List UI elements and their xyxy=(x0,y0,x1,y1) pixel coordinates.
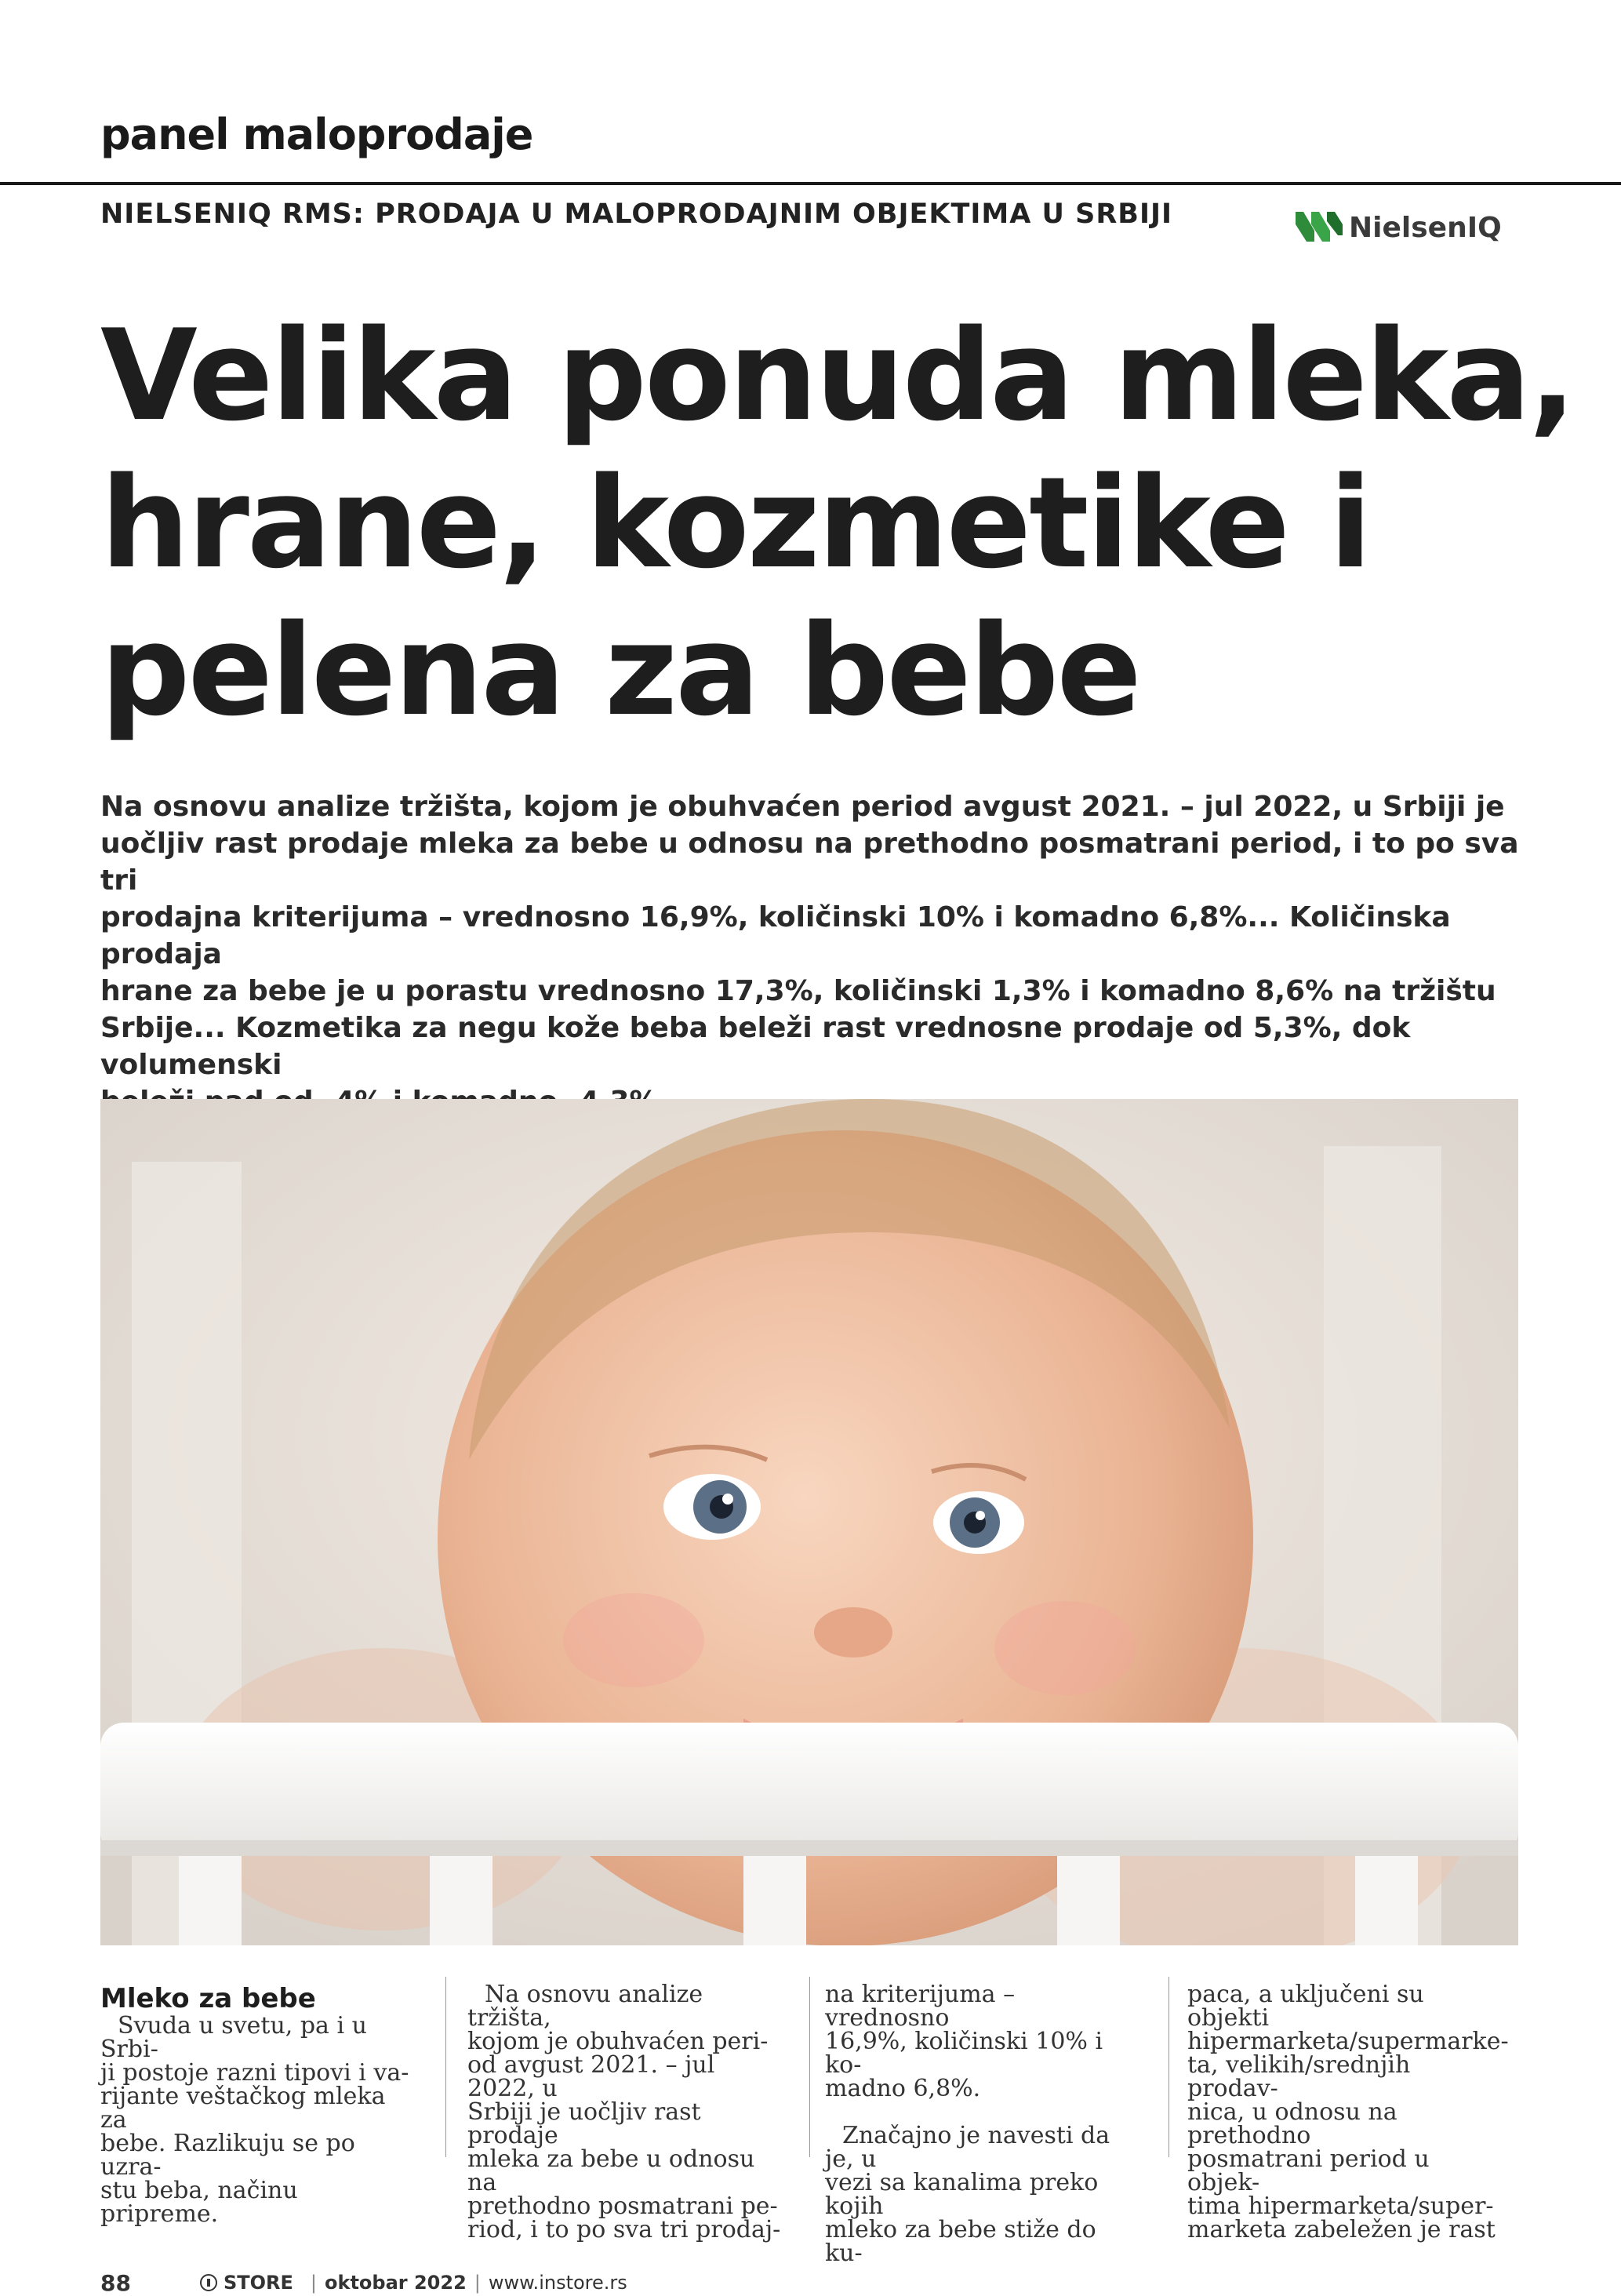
lead-line: Srbije... Kozmetika za negu kože beba beleži rast vrednosne prodaje od 5,3%, dok volumenski xyxy=(100,1012,1411,1081)
column-line: stu beba, načinu pripreme. xyxy=(100,2177,298,2228)
column-line: tima hipermarketa/super- xyxy=(1187,2192,1494,2220)
headline-line: Velika ponuda mleka, xyxy=(100,302,1575,449)
column-line: na kriterijuma – vrednosno xyxy=(825,1981,1016,2032)
column-line: ta, velikih/srednjih prodav- xyxy=(1187,2051,1411,2102)
column-3 xyxy=(825,1983,1139,2265)
column-line: mleka za bebe u odnosu na xyxy=(467,2145,755,2196)
column-line: od avgust 2021. – jul 2022, u xyxy=(467,2051,715,2102)
issue-date: oktobar 2022 xyxy=(325,2272,467,2294)
column-line: vezi sa kanalima preko kojih xyxy=(825,2169,1099,2220)
column-line: marketa zabeležen je rast xyxy=(1187,2216,1496,2243)
column-1 xyxy=(100,1983,414,2226)
headline-line: hrane, kozmetike i xyxy=(100,449,1370,596)
photo-illustration xyxy=(100,1099,1518,1945)
store-logo-icon xyxy=(200,2274,217,2291)
nielseniq-logo xyxy=(1294,204,1514,251)
column-line: ji postoje razni tipovi i va- xyxy=(100,2059,409,2087)
column-line: paca, a uključeni su objekti xyxy=(1187,1981,1424,2032)
kicker: NIELSENIQ RMS: PRODAJA U MALOPRODAJNIM OBJEKTIMA U SRBIJI xyxy=(100,198,1173,230)
column-line: mleko za bebe stiže do ku- xyxy=(825,2216,1096,2267)
logo-text: NielsenIQ xyxy=(1349,211,1502,244)
lead-line: uočljiv rast prodaje mleka za bebe u odnosu na prethodno posmatrani period, i to po sva tri xyxy=(100,828,1519,897)
subheading-mleko-za-bebe: Mleko za bebe xyxy=(100,1983,316,2014)
column-divider xyxy=(445,1977,446,2157)
section-label: panel maloprodaje xyxy=(100,110,533,159)
column-line: posmatrani period u objek- xyxy=(1187,2145,1430,2196)
publication-name: STORE xyxy=(223,2272,293,2294)
website-link[interactable]: www.instore.rs xyxy=(488,2272,627,2294)
column-line: hipermarketa/supermarke- xyxy=(1187,2028,1509,2055)
baby-in-crib-photo xyxy=(100,1099,1518,1945)
column-line: riod, i to po sva tri prodaj- xyxy=(467,2216,781,2243)
headline-line: pelena za bebe xyxy=(100,597,1139,744)
column-2 xyxy=(467,1983,781,2242)
column-line: prethodno posmatrani pe- xyxy=(467,2192,778,2220)
column-line: Na osnovu analize tržišta, xyxy=(467,1981,703,2032)
page-footer xyxy=(100,2271,627,2294)
page-number: 88 xyxy=(100,2269,131,2296)
column-line: nica, u odnosu na prethodno xyxy=(1187,2098,1397,2149)
column-4 xyxy=(1187,1981,1509,2243)
lead-line: prodajna kriterijuma – vrednosno 16,9%, količinski 10% i komadno 6,8%... Količinska prodaja xyxy=(100,901,1451,970)
column-line: Svuda u svetu, pa i u Srbi- xyxy=(100,2012,367,2063)
headline xyxy=(100,302,1575,744)
column-line: bebe. Razlikuju se po uzra- xyxy=(100,2130,355,2181)
column-divider xyxy=(809,1977,810,2157)
column-line: kojom je obuhvaćen peri- xyxy=(467,2028,769,2055)
column-line: rijante veštačkog mleka za xyxy=(100,2083,386,2134)
nielseniq-logo-icon xyxy=(1294,207,1344,248)
footer-separator: | xyxy=(310,2272,317,2294)
lead-line: hrane za bebe je u porastu vrednosno 17,3%, količinski 1,3% i komadno 8,6% na tržištu xyxy=(100,975,1496,1007)
column-line: Značajno je navesti da je, u xyxy=(825,2122,1110,2173)
column-line: 16,9%, količinski 10% i ko- xyxy=(825,2028,1103,2079)
column-line: Srbiji je uočljiv rast prodaje xyxy=(467,2098,701,2149)
top-divider xyxy=(0,182,1621,185)
lead-paragraph xyxy=(100,788,1520,1120)
lead-line: Na osnovu analize tržišta, kojom je obuhvaćen period avgust 2021. – jul 2022, u Srbiji je xyxy=(100,791,1505,823)
column-line: madno 6,8%. xyxy=(825,2075,981,2102)
footer-separator: | xyxy=(474,2272,481,2294)
